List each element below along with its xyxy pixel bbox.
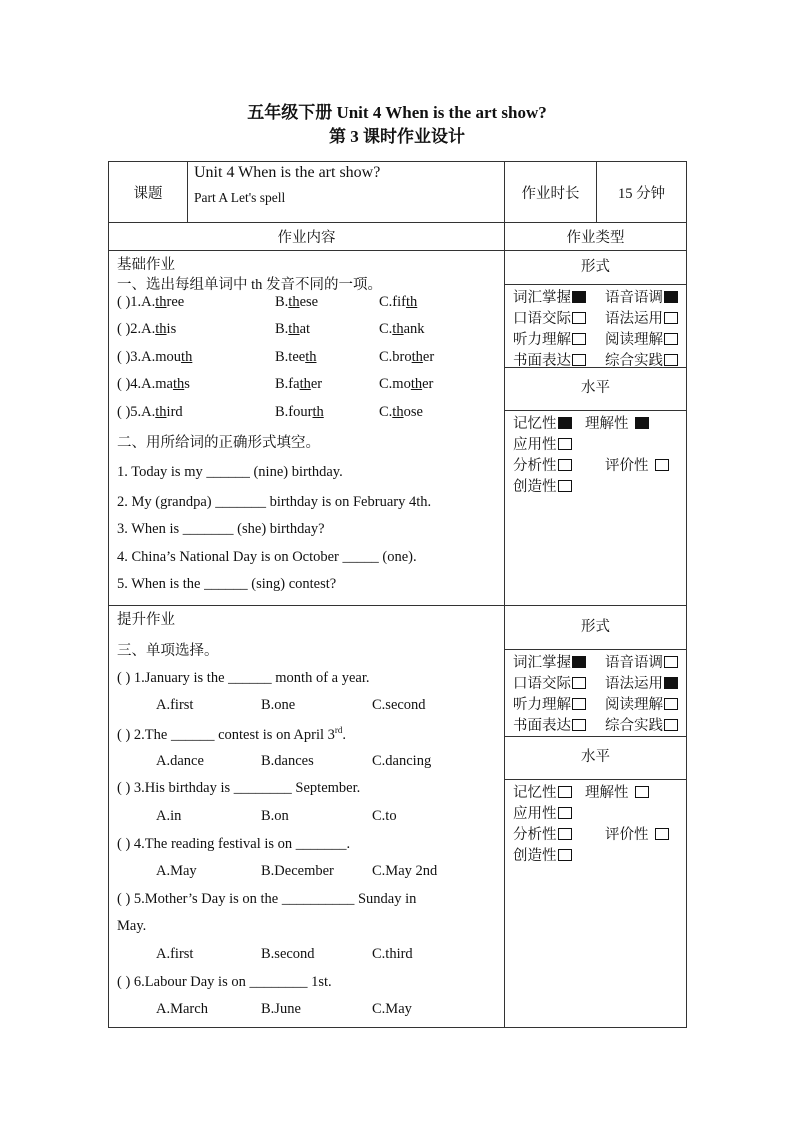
checkbox-icon xyxy=(572,656,586,668)
checkbox-icon xyxy=(664,312,678,324)
topic-cell xyxy=(188,162,505,223)
option-b: B.that xyxy=(275,321,311,337)
topic-subtitle: Part A Let's spell xyxy=(194,190,286,205)
option-b: B.these xyxy=(275,294,319,310)
q2-item: 4. China’s National Day is on October _____ (one). xyxy=(117,549,417,565)
q1-instruction: 一、选出每组单词中 th 发音不同的一项。 xyxy=(117,277,383,293)
q1-item xyxy=(117,349,434,366)
option-c: C.thank xyxy=(379,321,425,337)
checkbox-icon xyxy=(572,312,586,324)
form-option: 综合实践 xyxy=(605,714,678,735)
option-a: ( )5.A.third xyxy=(117,404,183,420)
form-option: 综合实践 xyxy=(605,349,678,370)
checkbox-icon xyxy=(664,291,678,303)
checkbox-icon xyxy=(572,677,586,689)
checkbox-icon xyxy=(572,291,586,303)
time-label: 作业时长 xyxy=(505,162,597,223)
time-value: 15 分钟 xyxy=(597,162,687,223)
level-option: 理解性 xyxy=(585,781,649,802)
q3-instruction: 三、单项选择。 xyxy=(117,643,219,659)
checkbox-icon xyxy=(664,656,678,668)
option-a: A.March xyxy=(156,1001,208,1017)
q3-question: ( ) 5.Mother’s Day is on the __________ Sunday in xyxy=(117,891,417,907)
level-option: 分析性 xyxy=(513,823,572,844)
type-heading: 作业类型 xyxy=(505,223,687,251)
option-a: ( )1.A.three xyxy=(117,294,185,310)
form-option: 书面表达 xyxy=(513,714,586,735)
q2-item: 3. When is _______ (she) birthday? xyxy=(117,521,325,537)
level-option: 应用性 xyxy=(513,433,572,454)
option-a: ( )2.A.this xyxy=(117,321,177,337)
checkbox-icon xyxy=(558,828,572,840)
option-b: B.teeth xyxy=(275,349,317,365)
q1-item xyxy=(117,376,433,393)
document-title: 五年级下册 Unit 4 When is the art show? xyxy=(247,103,547,122)
level-option: 评价性 xyxy=(605,823,669,844)
form-heading: 形式 xyxy=(505,606,686,650)
option-c: C.second xyxy=(372,697,426,713)
q3-options xyxy=(156,808,397,825)
option-a: A.in xyxy=(156,808,182,824)
q2-item: 5. When is the ______ (sing) contest? xyxy=(117,576,337,592)
type-panel-basic xyxy=(505,251,687,606)
checkbox-icon xyxy=(558,438,572,450)
option-b: B.June xyxy=(261,1001,301,1017)
checkbox-icon xyxy=(664,333,678,345)
q3-options xyxy=(156,697,426,714)
q2-item: 1. Today is my ______ (nine) birthday. xyxy=(117,464,343,480)
checkbox-icon xyxy=(558,786,572,798)
advanced-section-title: 提升作业 xyxy=(117,612,175,628)
basic-section-title: 基础作业 xyxy=(117,257,175,273)
form-option: 阅读理解 xyxy=(605,693,678,714)
q3-options xyxy=(156,753,431,770)
option-a: A.May xyxy=(156,863,197,879)
level-option: 理解性 xyxy=(585,412,649,433)
level-option: 应用性 xyxy=(513,802,572,823)
level-option: 记忆性 xyxy=(513,412,572,433)
checkbox-icon xyxy=(558,417,572,429)
checkbox-icon xyxy=(572,354,586,366)
q3-question: ( ) 6.Labour Day is on ________ 1st. xyxy=(117,974,332,990)
q2-instruction: 二、用所给词的正确形式填空。 xyxy=(117,435,320,451)
homework-table xyxy=(108,161,687,1028)
q3-question: ( ) 1.January is the ______ month of a year. xyxy=(117,670,370,686)
option-b: B.dances xyxy=(261,753,314,769)
q3-options xyxy=(156,946,413,963)
form-option: 口语交际 xyxy=(513,672,586,693)
checkbox-icon xyxy=(572,698,586,710)
checkbox-icon xyxy=(664,354,678,366)
form-option: 语法运用 xyxy=(605,672,678,693)
form-option: 口语交际 xyxy=(513,307,586,328)
checkbox-icon xyxy=(655,459,669,471)
form-option: 语法运用 xyxy=(605,307,678,328)
checkbox-icon xyxy=(572,333,586,345)
option-c: C.to xyxy=(372,808,397,824)
basic-section xyxy=(109,251,505,606)
option-c: C.May 2nd xyxy=(372,863,438,879)
option-a: ( )4.A.maths xyxy=(117,376,190,392)
checkbox-icon xyxy=(655,828,669,840)
option-b: B.December xyxy=(261,863,334,879)
option-a: ( )3.A.mouth xyxy=(117,349,193,365)
option-c: C.brother xyxy=(379,349,435,365)
checkbox-icon xyxy=(664,719,678,731)
level-option: 创造性 xyxy=(513,475,572,496)
option-c: C.May xyxy=(372,1001,412,1017)
content-heading: 作业内容 xyxy=(109,223,505,251)
advanced-section xyxy=(109,606,505,1028)
q3-question: ( ) 4.The reading festival is on _______. xyxy=(117,836,351,852)
form-option: 语音语调 xyxy=(605,286,678,307)
option-b: B.second xyxy=(261,946,315,962)
topic-label: 课题 xyxy=(109,162,188,223)
q3-options xyxy=(156,1001,412,1018)
checkbox-icon xyxy=(558,480,572,492)
checkbox-icon xyxy=(635,786,649,798)
option-a: A.dance xyxy=(156,753,204,769)
form-option: 听力理解 xyxy=(513,328,586,349)
option-b: B.one xyxy=(261,697,296,713)
option-a: A.first xyxy=(156,946,194,962)
checkbox-icon xyxy=(664,698,678,710)
form-option: 听力理解 xyxy=(513,693,586,714)
q1-item xyxy=(117,321,425,338)
option-c: C.fifth xyxy=(379,294,418,310)
checkbox-icon xyxy=(558,459,572,471)
q1-item xyxy=(117,404,423,421)
form-option: 阅读理解 xyxy=(605,328,678,349)
option-b: B.father xyxy=(275,376,323,392)
document-subtitle: 第 3 课时作业设计 xyxy=(329,127,465,146)
option-c: C.dancing xyxy=(372,753,432,769)
option-c: C.mother xyxy=(379,376,434,392)
form-option: 书面表达 xyxy=(513,349,586,370)
level-option: 记忆性 xyxy=(513,781,572,802)
q3-question-cont: May. xyxy=(117,918,147,934)
option-a: A.first xyxy=(156,697,194,713)
form-option: 词汇掌握 xyxy=(513,286,586,307)
q3-options xyxy=(156,863,437,880)
level-option: 创造性 xyxy=(513,844,572,865)
form-heading: 形式 xyxy=(505,251,686,285)
level-heading: 水平 xyxy=(505,367,686,411)
option-c: C.third xyxy=(372,946,413,962)
checkbox-icon xyxy=(558,807,572,819)
form-option: 词汇掌握 xyxy=(513,651,586,672)
checkbox-icon xyxy=(664,677,678,689)
type-panel-advanced xyxy=(505,606,687,1028)
checkbox-icon xyxy=(635,417,649,429)
level-option: 评价性 xyxy=(605,454,669,475)
q2-item: 2. My (grandpa) _______ birthday is on February 4th. xyxy=(117,494,432,510)
topic-title: Unit 4 When is the art show? xyxy=(194,164,381,181)
checkbox-icon xyxy=(572,719,586,731)
q3-question: ( ) 3.His birthday is ________ September. xyxy=(117,780,361,796)
q3-question: ( ) 2.The ______ contest is on April 3rd. xyxy=(117,725,347,743)
level-heading: 水平 xyxy=(505,736,686,780)
level-option: 分析性 xyxy=(513,454,572,475)
option-c: C.those xyxy=(379,404,423,420)
option-b: B.on xyxy=(261,808,289,824)
q1-item xyxy=(117,294,417,311)
form-option: 语音语调 xyxy=(605,651,678,672)
option-b: B.fourth xyxy=(275,404,324,420)
checkbox-icon xyxy=(558,849,572,861)
